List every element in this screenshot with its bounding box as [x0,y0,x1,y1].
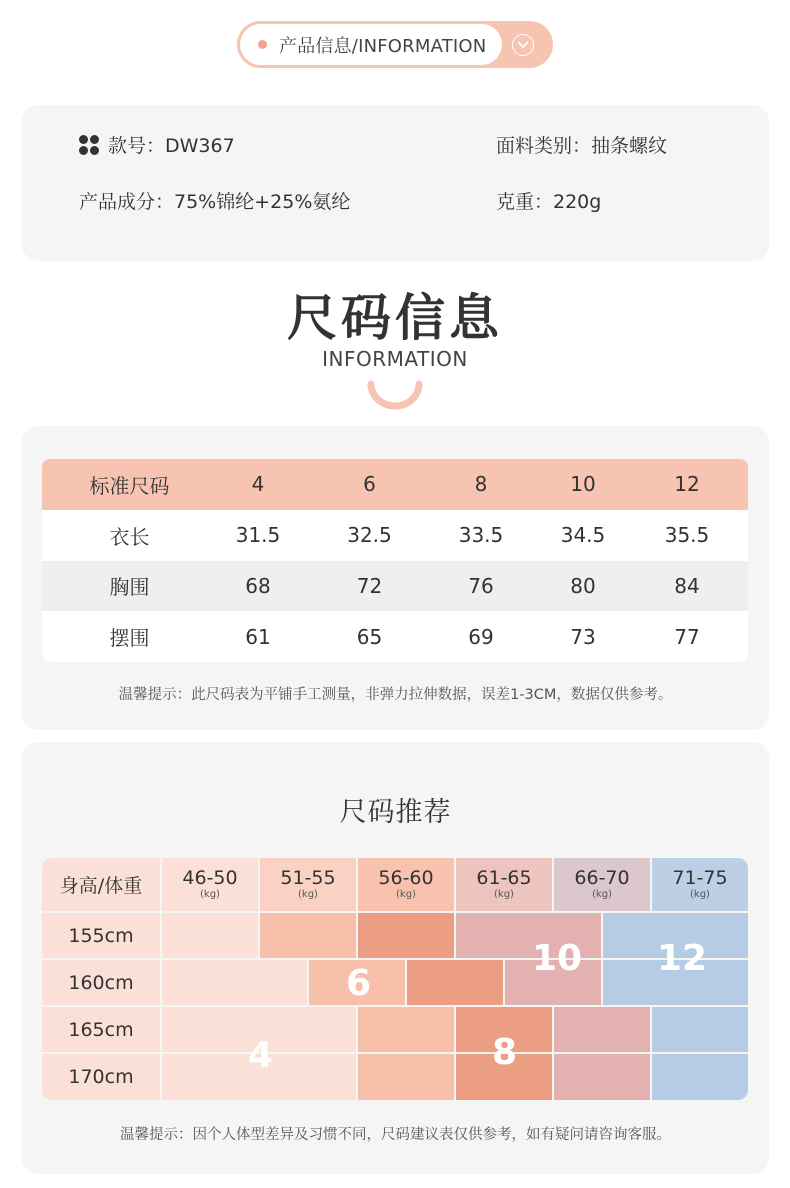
style-number-text: 款号：DW367 [108,135,235,157]
table-cell: 34.5 [560,523,606,548]
size-cell-8 [407,960,503,1005]
table-row-label: 摆围 [109,626,150,651]
size-cell-4 [162,960,307,1005]
weight-unit: (kg) [200,888,220,900]
weight-unit: (kg) [690,888,710,900]
recommend-tip: 温馨提示：因个人体型差异及习惯不同，尺码建议表仅供参考，如有疑问请咨询客服。 [120,1127,671,1143]
table-cell: 72 [356,573,383,598]
size-cell-8 [358,913,454,958]
info-header-label: 产品信息/INFORMATION [279,35,487,57]
weight-unit: (kg) [396,888,416,900]
weight-header [456,858,552,911]
table-header-cell: 8 [474,472,488,497]
table-cell: 65 [356,624,383,649]
table-cell: 31.5 [235,523,281,548]
size-label-10: 10 [532,938,583,979]
info-header-label-box [240,24,502,65]
weight-header [554,858,650,911]
recommend-title: 尺码推荐 [339,797,452,828]
size-cell-10 [554,1007,650,1052]
product-info-card [22,105,769,261]
dot-icon [258,40,267,49]
height-label: 155cm [42,913,160,958]
composition: 产品成分：75%锦纶+25%氨纶 [79,191,351,213]
table-cell: 76 [468,573,494,598]
section-title: 尺码信息 [287,289,503,347]
fabric-type: 面料类别：抽条螺纹 [496,135,668,157]
chevron-down-icon[interactable] [512,34,534,56]
size-label-6: 6 [346,963,372,1004]
table-row [42,561,748,612]
section-subtitle: INFORMATION [322,347,468,371]
table-cell: 73 [570,624,596,649]
size-cell-12 [652,1007,748,1052]
size-table-tip: 温馨提示：此尺码表为平铺手工测量，非弹力拉伸数据，误差1-3CM，数据仅供参考。 [118,687,673,703]
size-table-card [22,426,769,730]
table-cell: 80 [570,573,596,598]
table-header-cell: 10 [570,472,596,497]
height-label: 165cm [42,1007,160,1052]
weight-header [358,858,454,911]
recommend-grid [42,858,748,1100]
size-cell-6 [260,913,356,958]
table-row [42,611,748,662]
clover-icon [79,135,99,155]
table-header-cell: 12 [674,472,700,497]
table-cell: 77 [674,624,700,649]
fabric-weight: 克重：220g [496,191,602,213]
size-cell-6 [358,1054,454,1100]
table-cell: 35.5 [664,523,710,548]
size-recommend-card [22,742,769,1174]
weight-range: 66-70 [574,866,630,889]
table-cell: 69 [468,624,494,649]
size-cell-6 [358,1007,454,1052]
weight-unit: (kg) [298,888,318,900]
table-cell: 61 [245,624,271,649]
table-cell: 68 [245,573,271,598]
size-cell-10 [554,1054,650,1100]
table-row [42,510,748,561]
weight-header [260,858,356,911]
weight-range: 61-65 [476,866,532,889]
height-label: 170cm [42,1054,160,1100]
size-cell-12 [652,1054,748,1100]
style-number [79,131,235,158]
size-table [42,459,748,662]
weight-header [162,858,258,911]
height-label: 160cm [42,960,160,1005]
weight-range: 51-55 [280,866,336,889]
table-header-cell: 6 [363,472,376,497]
table-header-row [42,459,748,510]
weight-header [652,858,748,911]
table-row-label: 衣长 [109,524,150,549]
table-header-cell: 4 [251,472,265,497]
size-cell-4 [162,913,258,958]
weight-range: 56-60 [378,866,434,889]
table-row-label: 胸围 [109,575,150,600]
table-header-cell: 标准尺码 [89,473,170,498]
table-cell: 84 [674,573,700,598]
grid-corner-label: 身高/体重 [42,858,160,911]
table-cell: 32.5 [347,523,392,548]
table-cell: 33.5 [458,523,504,548]
size-label-12: 12 [657,938,708,979]
weight-range: 46-50 [182,866,238,889]
weight-range: 71-75 [672,866,728,889]
size-label-4: 4 [248,1035,274,1076]
smile-decoration-icon [365,366,425,412]
size-label-8: 8 [492,1032,518,1073]
info-header-pill[interactable] [237,21,553,68]
weight-unit: (kg) [592,888,612,900]
weight-unit: (kg) [494,888,514,900]
